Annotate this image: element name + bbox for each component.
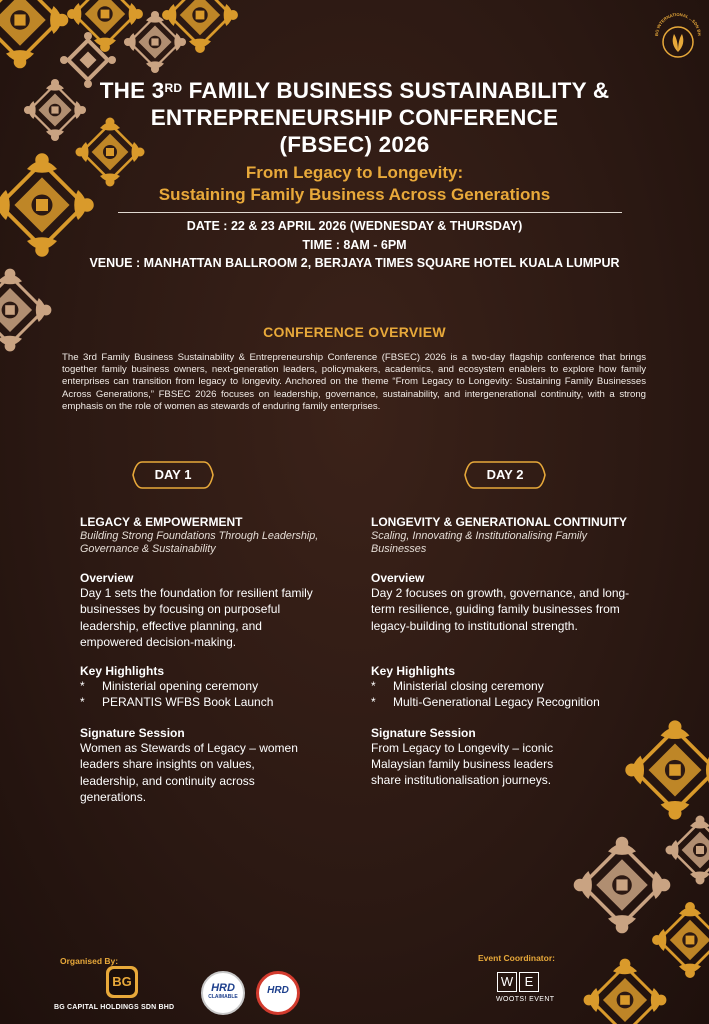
overview-heading: CONFERENCE OVERVIEW [263,324,446,340]
organised-by-label: Organised By: [60,956,119,966]
title-line-1: THE 3RD FAMILY BUSINESS SUSTAINABILITY & [99,78,610,103]
coordinator-label: Event Coordinator: [478,953,555,963]
event-time: TIME : 8AM - 6PM [302,238,407,252]
hrd-logo-subtext: CLAIMABLE [208,994,238,1000]
day1-badge: DAY 1 [132,461,214,489]
day1-highlight-2: * PERANTIS WFBS Book Launch [80,695,274,710]
day1-column [80,515,370,805]
day1-overview-text: Day 1 sets the foundation for resilient family businesses by focusing on purposeful leadership, effective planning, and empowered decision-making. [80,586,313,649]
hrd-claimable-logo [201,971,245,1015]
overview-body: The 3rd Family Business Sustainability & Entrepreneurship Conference (FBSEC) 2026 is a two-day flagship conference that brings together family business owners, next-generation leaders, policymakers, academics, and ecosystem enablers to explore how family enterprises can transition from legacy to longevity. Anchored on the theme “From Legacy to Longevity: Sustaining Family Businesses Across Generations,” FBSEC 2026 focuses on leadership, governance, sustainability, and intergenerational continuity, with a strong emphasis on the role of women as stewards of enduring family enterprises. [62,352,646,412]
day2-overview-text: Day 2 focuses on growth, governance, and long-term resilience, guiding family businesses from legacy-building to institutional strength. [371,586,630,633]
corner-logo-text: BG INTERNATIONAL ...SDN BH [653,11,703,37]
day1-session-text: Women as Stewards of Legacy – women leaders share insights on values, leadership, and continuity across generations. [80,741,298,805]
subtitle-line-2: Sustaining Family Business Across Generations [158,185,551,204]
day1-highlights-heading: Key Highlights [80,664,165,679]
organiser-logo [106,966,138,998]
day2-tagline: Scaling, Innovating & Institutionalising Family Businesses [371,530,588,555]
title-superscript: RD [164,81,183,95]
title-line-2: ENTREPRENEURSHIP CONFERENCE [150,105,559,130]
coordinator-logo-e: E [519,972,539,992]
hrd-partner-logo [256,971,300,1015]
corner-logo [650,8,706,64]
organiser-logo-mark: BG [109,969,135,995]
svg-text:BG INTERNATIONAL ...SDN BHD [650,8,702,36]
day1-tagline: Building Strong Foundations Through Leadership, Governance & Sustainability [80,530,319,555]
day2-session-heading: Signature Session [371,725,476,740]
day2-badge: DAY 2 [464,461,546,489]
coordinator-logo [497,972,541,992]
day1-session-heading: Signature Session [80,726,185,741]
day1-highlight-1: * Ministerial opening ceremony [80,679,259,694]
hrd-partner-logo-text: HRD [267,985,289,996]
coordinator-name: WOOTS! EVENT [496,996,555,1003]
day1-title: LEGACY & EMPOWERMENT [80,515,243,529]
day2-highlights-heading: Key Highlights [371,663,456,678]
organiser-name: BG CAPITAL HOLDINGS SDN BHD [54,1004,175,1011]
divider [118,212,622,213]
day2-column [371,515,661,789]
event-date: DATE : 22 & 23 APRIL 2026 (WEDNESDAY & THURSDAY) [186,219,523,233]
hrd-logo-text: HRD [211,982,235,994]
title-line-3: (FBSEC) 2026 [279,132,430,157]
day2-highlight-2: * Multi-Generational Legacy Recognition [371,694,600,709]
day2-highlight-1: * Ministerial closing ceremony [371,678,544,693]
day1-overview-heading: Overview [80,571,134,585]
day2-title: LONGEVITY & GENERATIONAL CONTINUITY [371,515,628,529]
event-venue: VENUE : MANHATTAN BALLROOM 2, BERJAYA TIMES SQUARE HOTEL KUALA LUMPUR [89,256,620,270]
day2-session-text: From Legacy to Longevity – iconic Malaysian family business leaders share institutionalisation journeys. [371,740,554,788]
day2-overview-heading: Overview [371,571,425,585]
subtitle-line-1: From Legacy to Longevity: [245,163,464,182]
coordinator-logo-w: W [497,972,517,992]
